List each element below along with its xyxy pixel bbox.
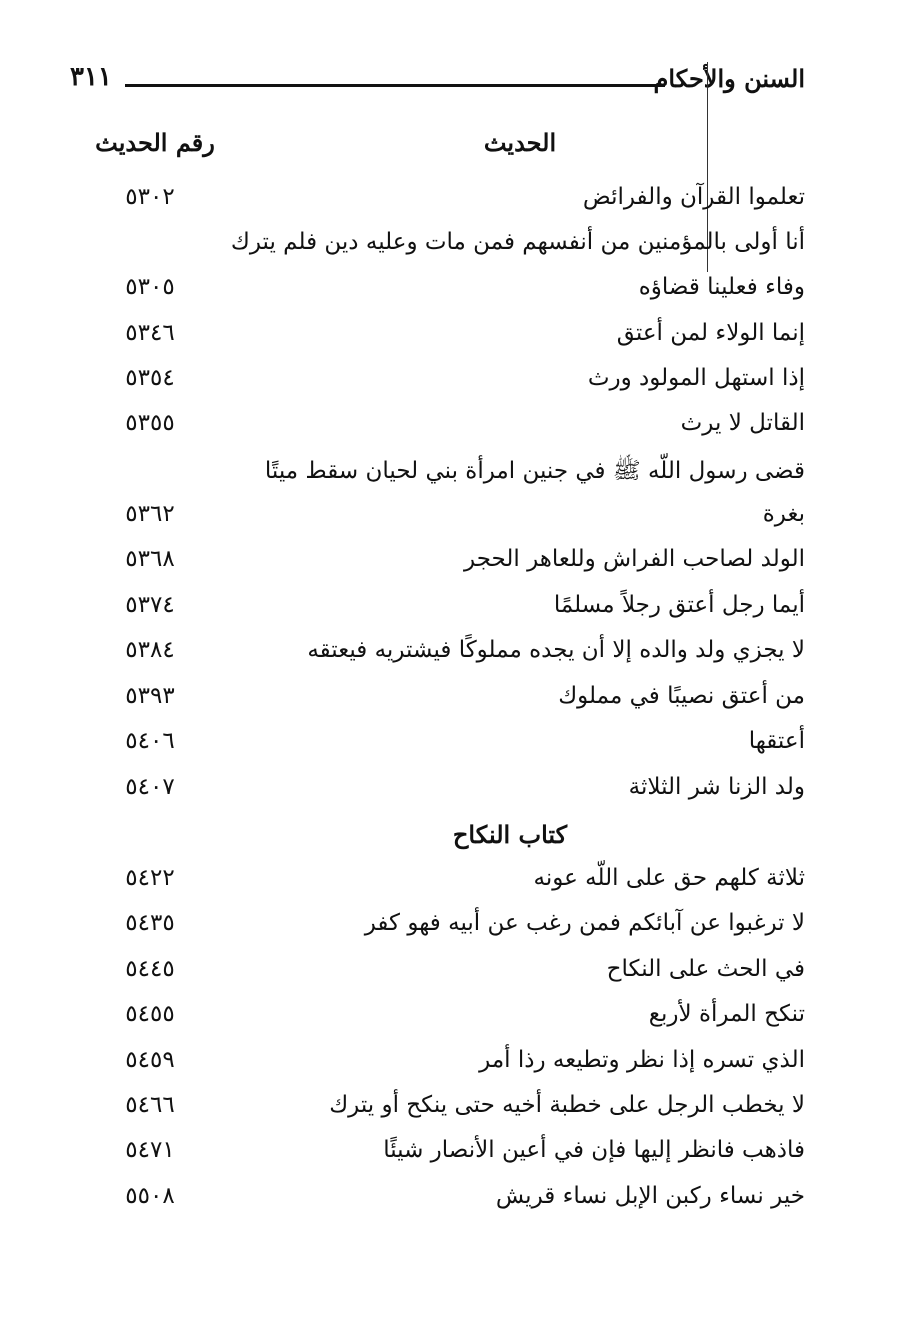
hadith-text: الذي تسره إذا نظر وتطيعه رذا أمر: [479, 1047, 805, 1073]
hadith-text: لا يخطب الرجل على خطبة أخيه حتى ينكح أو يترك: [329, 1092, 805, 1118]
hadith-text: وفاء فعلينا قضاؤه: [638, 274, 805, 300]
hadith-text: أعتقها: [748, 728, 805, 754]
hadith-text: خير نساء ركبن الإبل نساء قريش: [495, 1183, 805, 1209]
hadith-text: قضى رسول اللّه ﷺ في جنين امرأة بني لحيان سقط ميتًا: [264, 458, 805, 484]
hadith-number: ٥٥٠٨: [125, 1183, 175, 1209]
hadith-text: لا ترغبوا عن آبائكم فمن رغب عن أبيه فهو كفر: [364, 910, 805, 936]
hadith-number: ٥٣٥٤: [125, 365, 175, 391]
hadith-number: ٥٣٧٤: [125, 592, 175, 618]
hadith-text: من أعتق نصيبًا في مملوك: [558, 683, 805, 709]
hadith-text: إذا استهل المولود ورث: [587, 365, 805, 391]
hadith-number: ٥٣٦٨: [125, 546, 175, 572]
hadith-number: ٥٤٥٩: [125, 1047, 175, 1073]
hadith-text: إنما الولاء لمن أعتق: [616, 320, 805, 346]
running-title: السنن والأحكام: [653, 64, 805, 93]
hadith-number: ٥٣٦٢: [125, 501, 175, 527]
hadith-text: لا يجزي ولد والده إلا أن يجده مملوكًا فيشتريه فيعتقه: [307, 637, 805, 663]
hadith-text: القاتل لا يرث: [680, 410, 805, 436]
hadith-text: في الحث على النكاح: [606, 956, 805, 982]
hadith-text: فاذهب فانظر إليها فإن في أعين الأنصار شيئًا: [383, 1137, 805, 1163]
hadith-text: تنكح المرأة لأربع: [648, 1001, 805, 1027]
hadith-number: ٥٣٨٤: [125, 637, 175, 663]
hadith-number: ٥٤٥٥: [125, 1001, 175, 1027]
hadith-number: ٥٣٠٥: [125, 274, 175, 300]
header-rule: [125, 84, 665, 87]
hadith-text: ثلاثة كلهم حق على اللّه عونه: [533, 865, 805, 891]
hadith-number: ٥٤٦٦: [125, 1092, 175, 1118]
hadith-text: تعلموا القرآن والفرائض: [582, 184, 805, 210]
column-header-hadith: الحديث: [483, 128, 557, 157]
hadith-text: الولد لصاحب الفراش وللعاهر الحجر: [464, 546, 805, 572]
hadith-number: ٥٣٤٦: [125, 320, 175, 346]
page-number: ٣١١: [70, 62, 112, 92]
hadith-number: ٥٤٠٦: [125, 728, 175, 754]
section-title: كتاب النكاح: [452, 820, 568, 849]
page-header: [70, 62, 805, 102]
hadith-number: ٥٣٩٣: [125, 683, 175, 709]
hadith-text: أيما رجل أعتق رجلاً مسلمًا: [553, 592, 805, 618]
hadith-number: ٥٤٢٢: [125, 865, 175, 891]
column-header-number: رقم الحديث: [95, 128, 215, 157]
hadith-number: ٥٣٠٢: [125, 184, 175, 210]
hadith-number: ٥٤٧١: [125, 1137, 175, 1163]
hadith-text: أنا أولى بالمؤمنين من أنفسهم فمن مات وعليه دين فلم يترك: [230, 229, 805, 255]
hadith-number: ٥٤٤٥: [125, 956, 175, 982]
hadith-text: بغرة: [762, 501, 805, 527]
hadith-number: ٥٤٠٧: [125, 774, 175, 800]
hadith-number: ٥٣٥٥: [125, 410, 175, 436]
hadith-number: ٥٤٣٥: [125, 910, 175, 936]
hadith-text: ولد الزنا شر الثلاثة: [628, 774, 805, 800]
